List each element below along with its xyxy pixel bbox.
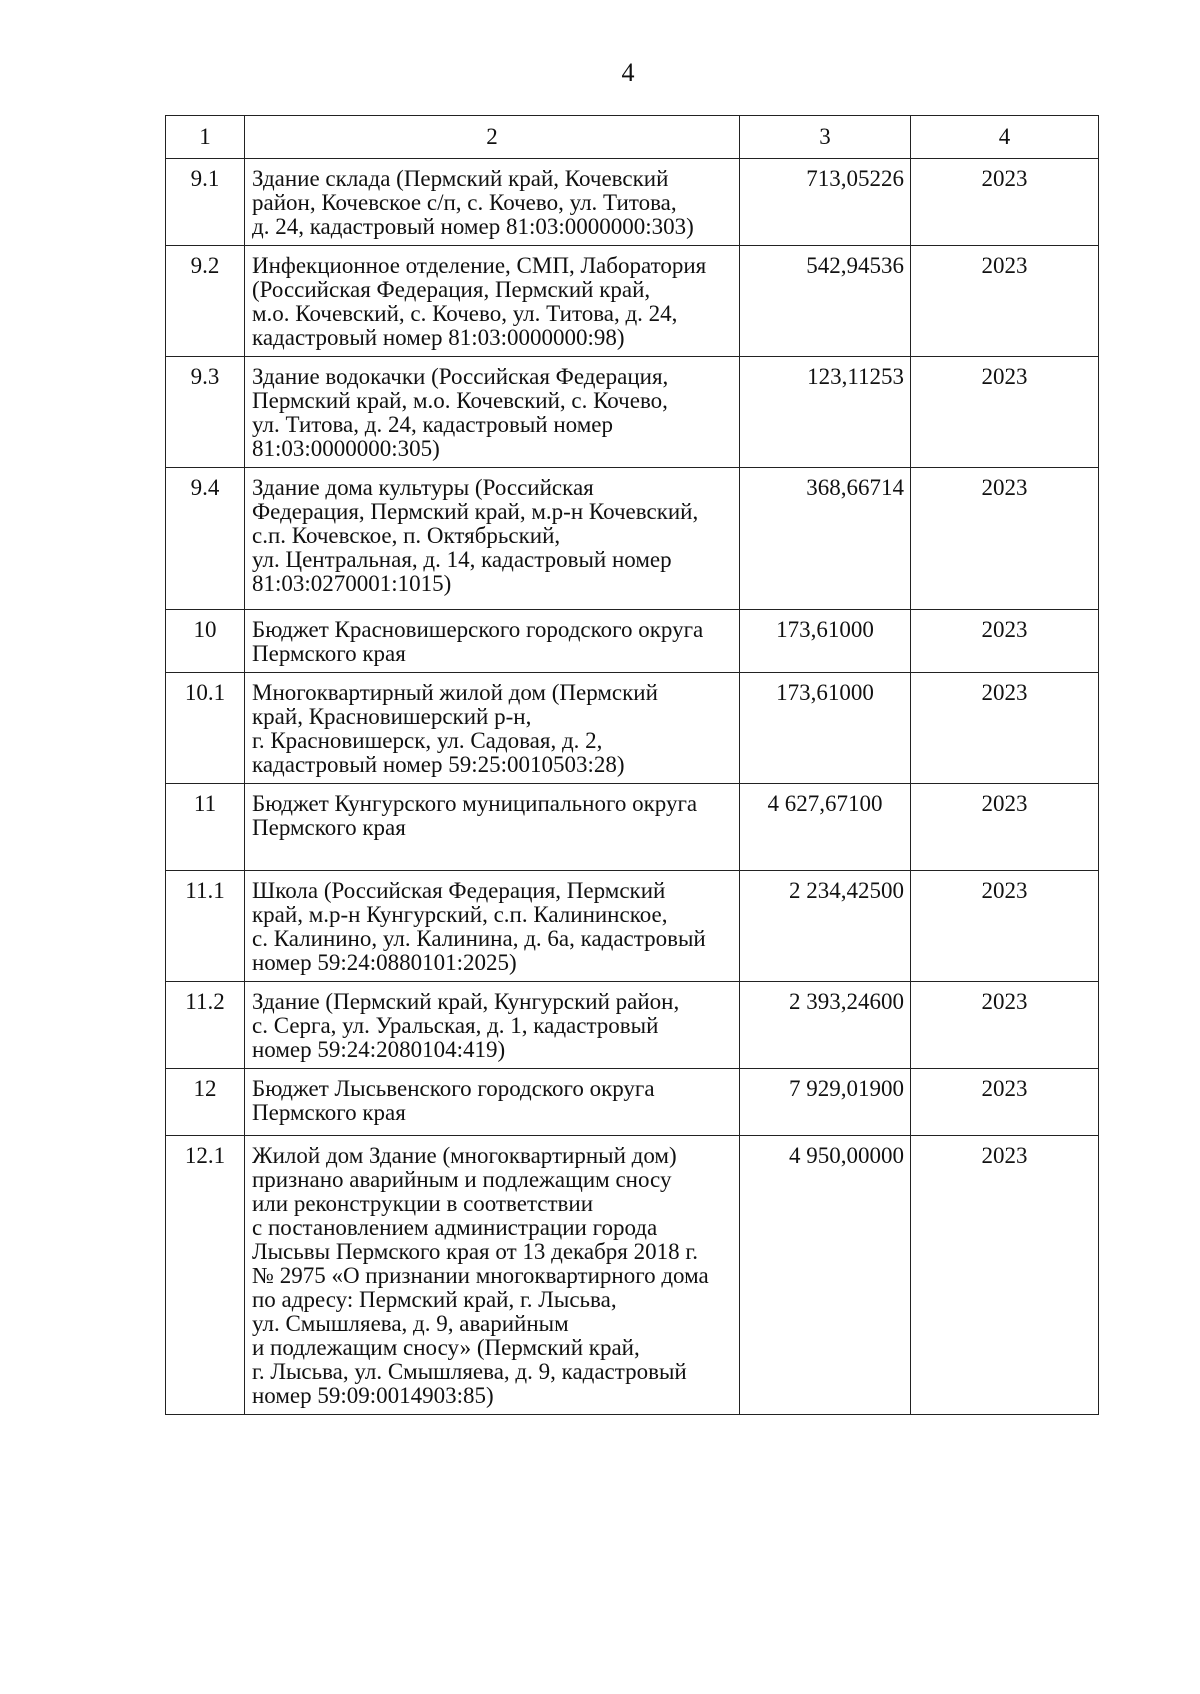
row-year: 2023 <box>911 1069 1099 1136</box>
row-amount: 4 627,67100 <box>740 784 911 871</box>
row-number: 12.1 <box>166 1136 245 1415</box>
budget-table <box>165 115 1099 1415</box>
column-header: 1 <box>166 116 245 159</box>
row-number: 11.2 <box>166 982 245 1069</box>
row-year: 2023 <box>911 784 1099 871</box>
row-amount: 7 929,01900 <box>740 1069 911 1136</box>
table-row <box>166 246 1099 357</box>
row-year: 2023 <box>911 159 1099 246</box>
row-amount: 713,05226 <box>740 159 911 246</box>
row-year: 2023 <box>911 610 1099 673</box>
table-header-row <box>166 116 1099 159</box>
column-header: 2 <box>245 116 740 159</box>
table-row <box>166 871 1099 982</box>
page-number: 4 <box>621 58 635 87</box>
row-year: 2023 <box>911 246 1099 357</box>
row-year: 2023 <box>911 468 1099 610</box>
row-description: Многоквартирный жилой дом (Пермский край, Красновишерский р-н, г. Красновишерск, ул. Садовая, д. 2, кадастровый номер 59:25:0010503:28) <box>245 673 740 784</box>
column-header: 3 <box>740 116 911 159</box>
row-description: Жилой дом Здание (многоквартирный дом) признано аварийным и подлежащим сносу или реконструкции в соответствии с постановлением администрации города Лысьвы Пермского края от 13 декабря 2018 г. № 2975 «О признании многоквартирного дома по адресу: Пермский край, г. Лысьва, ул. Смышляева, д. 9, аварийным и подлежащим сносу» (Пермский край, г. Лысьва, ул. Смышляева, д. 9, кадастровый номер 59:09:0014903:85) <box>245 1136 740 1415</box>
table-row <box>166 784 1099 871</box>
row-amount: 2 234,42500 <box>740 871 911 982</box>
row-number: 9.3 <box>166 357 245 468</box>
row-description: Здание склада (Пермский край, Кочевский район, Кочевское с/п, с. Кочево, ул. Титова, д. 24, кадастровый номер 81:03:0000000:303) <box>245 159 740 246</box>
row-year: 2023 <box>911 673 1099 784</box>
row-amount: 173,61000 <box>740 673 911 784</box>
row-description: Здание дома культуры (Российская Федерация, Пермский край, м.р-н Кочевский, с.п. Кочевское, п. Октябрьский, ул. Центральная, д. 14, кадастровый номер 81:03:0270001:1015) <box>245 468 740 610</box>
row-description: Бюджет Лысьвенского городского округа Пермского края <box>245 1069 740 1136</box>
row-description: Бюджет Красновишерского городского округа Пермского края <box>245 610 740 673</box>
row-amount: 123,11253 <box>740 357 911 468</box>
row-description: Бюджет Кунгурского муниципального округа Пермского края <box>245 784 740 871</box>
row-description: Инфекционное отделение, СМП, Лаборатория (Российская Федерация, Пермский край, м.о. Кочевский, с. Кочево, ул. Титова, д. 24, кадастровый номер 81:03:0000000:98) <box>245 246 740 357</box>
table-row <box>166 159 1099 246</box>
row-description: Школа (Российская Федерация, Пермский край, м.р-н Кунгурский, с.п. Калининское, с. Калинино, ул. Калинина, д. 6а, кадастровый номер 59:24:0880101:2025) <box>245 871 740 982</box>
row-number: 10 <box>166 610 245 673</box>
row-amount: 4 950,00000 <box>740 1136 911 1415</box>
row-number: 10.1 <box>166 673 245 784</box>
row-year: 2023 <box>911 871 1099 982</box>
table-row <box>166 357 1099 468</box>
row-number: 11 <box>166 784 245 871</box>
row-number: 9.4 <box>166 468 245 610</box>
row-description: Здание водокачки (Российская Федерация, Пермский край, м.о. Кочевский, с. Кочево, ул. Титова, д. 24, кадастровый номер 81:03:0000000:305) <box>245 357 740 468</box>
row-number: 9.2 <box>166 246 245 357</box>
table-row <box>166 673 1099 784</box>
column-header: 4 <box>911 116 1099 159</box>
table-row <box>166 610 1099 673</box>
row-amount: 542,94536 <box>740 246 911 357</box>
row-amount: 2 393,24600 <box>740 982 911 1069</box>
row-amount: 368,66714 <box>740 468 911 610</box>
row-year: 2023 <box>911 357 1099 468</box>
table-row <box>166 1136 1099 1415</box>
table-row <box>166 1069 1099 1136</box>
table-row <box>166 468 1099 610</box>
row-amount: 173,61000 <box>740 610 911 673</box>
row-year: 2023 <box>911 1136 1099 1415</box>
table-row <box>166 982 1099 1069</box>
row-number: 11.1 <box>166 871 245 982</box>
row-number: 12 <box>166 1069 245 1136</box>
row-description: Здание (Пермский край, Кунгурский район, с. Серга, ул. Уральская, д. 1, кадастровый номер 59:24:2080104:419) <box>245 982 740 1069</box>
row-number: 9.1 <box>166 159 245 246</box>
row-year: 2023 <box>911 982 1099 1069</box>
